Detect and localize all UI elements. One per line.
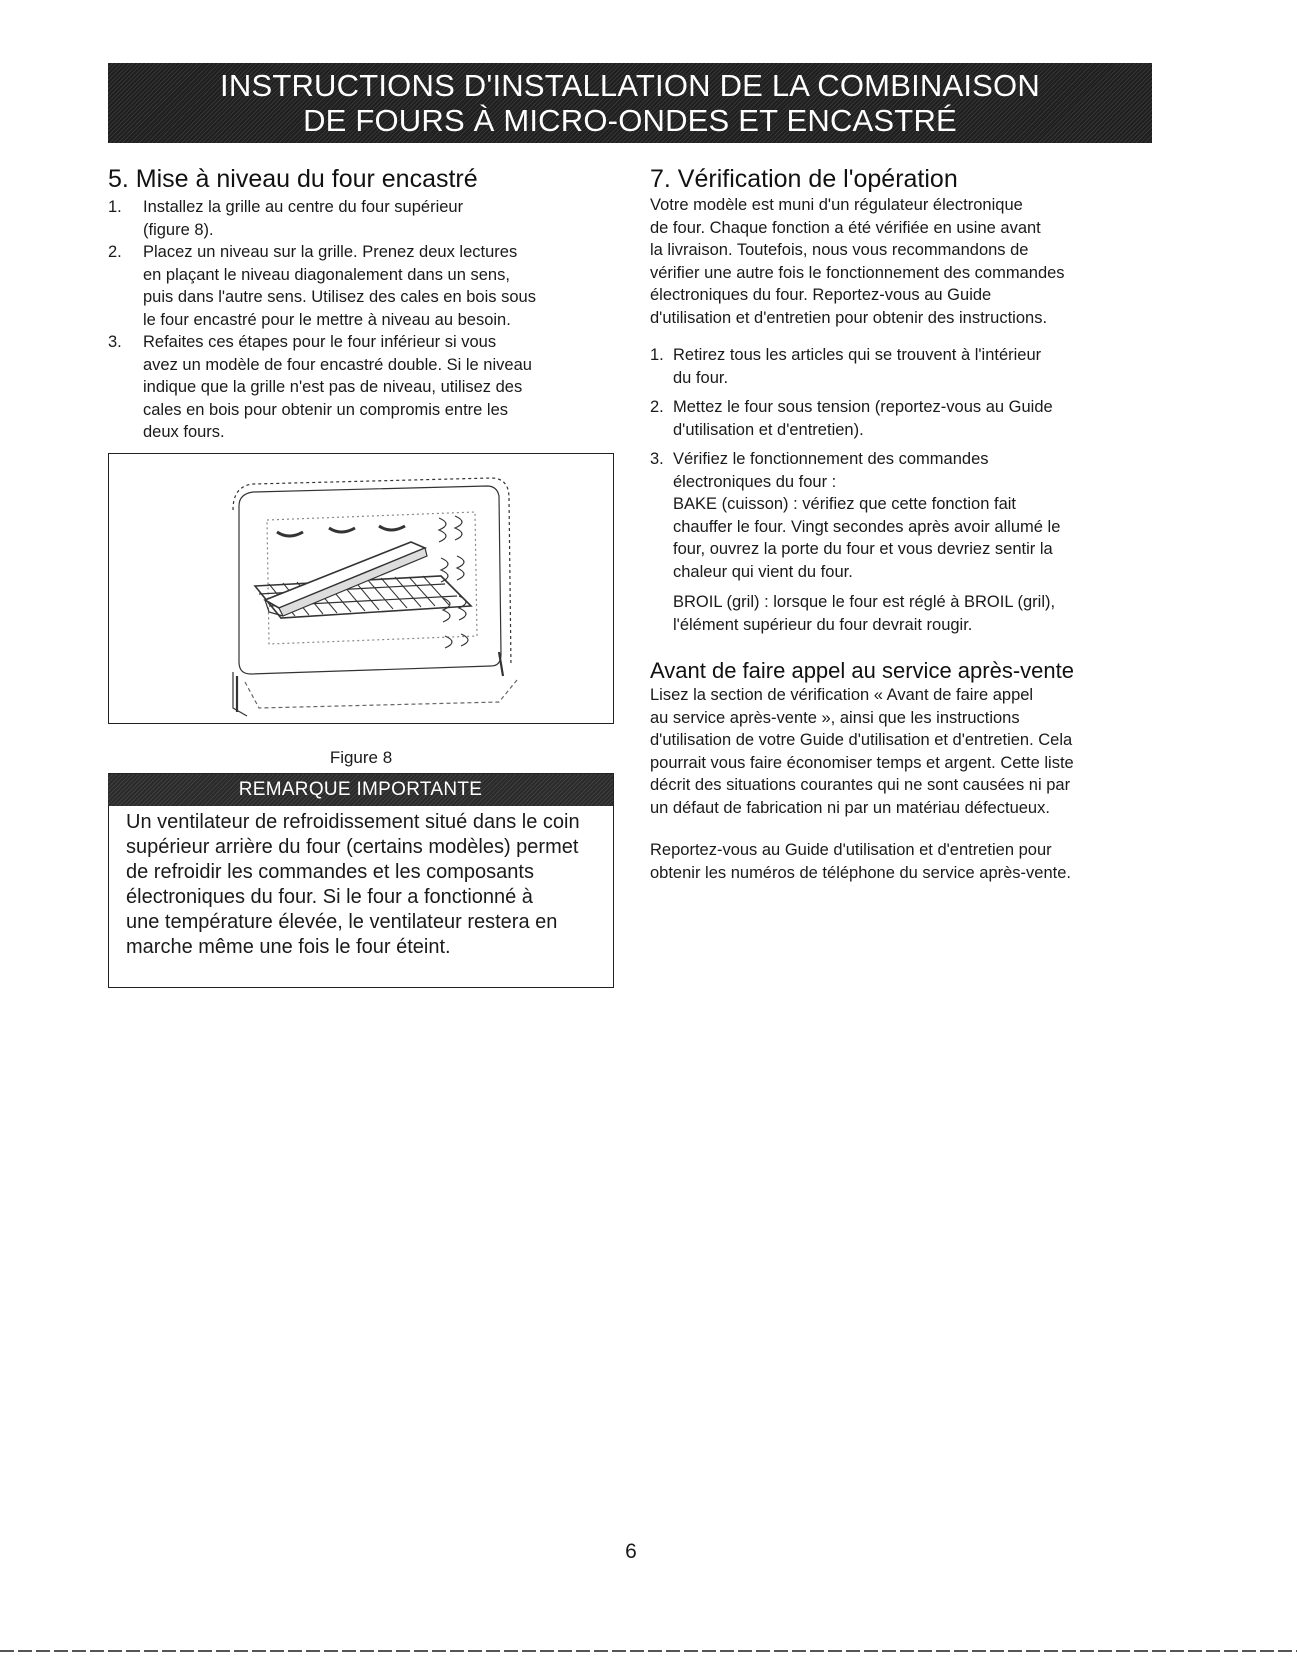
step-line: Installez la grille au centre du four supérieur — [143, 198, 464, 216]
section-7-steps — [650, 344, 1150, 636]
step-line: indique que la grille n'est pas de niveau, utilisez des — [143, 378, 523, 396]
service-heading: Avant de faire appel au service après-vente — [650, 658, 1074, 683]
note-line: supérieur arrière du four (certains modèles) permet — [126, 836, 579, 858]
intro-line: d'utilisation et d'entretien pour obtenir des instructions. — [650, 308, 1048, 327]
step-line: en plaçant le niveau diagonalement dans un sens, — [143, 265, 510, 284]
oven-rack-illustration — [229, 476, 524, 741]
service-line: un défaut de fabrication ni par un matériau défectueux. — [650, 798, 1050, 817]
footer-divider — [0, 1650, 1297, 1652]
intro-line: électroniques du four. Reportez-vous au Guide — [650, 286, 992, 304]
step-line: deux fours. — [143, 423, 225, 441]
left-column — [108, 165, 613, 444]
service-paragraph-2 — [650, 839, 1150, 884]
step-item — [650, 396, 1150, 441]
step-item — [108, 196, 613, 241]
bake-line: BAKE (cuisson) : vérifiez que cette fonction fait — [673, 495, 1016, 513]
step-item — [108, 331, 613, 444]
bake-line: chaleur qui vient du four. — [673, 562, 853, 581]
note-line: de refroidir les commandes et les composants — [126, 861, 534, 883]
service-line: Reportez-vous au Guide d'utilisation et d'entretien pour — [650, 841, 1052, 859]
broil-line: l'élément supérieur du four devrait rougir. — [673, 615, 973, 634]
step-number: 3. — [108, 333, 122, 351]
bake-check — [673, 493, 1150, 583]
broil-check — [673, 591, 1150, 636]
figure-8-box — [108, 453, 614, 767]
service-paragraph-1 — [650, 684, 1150, 819]
note-line: électroniques du four. Si le four a fonctionné à — [126, 886, 533, 908]
note-line: marche même une fois le four éteint. — [126, 936, 451, 958]
step-line: Placez un niveau sur la grille. Prenez deux lectures — [143, 243, 518, 261]
title-banner — [108, 63, 1152, 143]
step-line: Mettez le four sous tension (reportez-vous au Guide — [673, 398, 1053, 416]
step-item — [650, 448, 1150, 636]
step-line: le four encastré pour le mettre à niveau au besoin. — [143, 310, 511, 329]
intro-line: la livraison. Toutefois, nous vous recommandons de — [650, 241, 1029, 259]
step-number: 3. — [650, 450, 664, 468]
step-line: avez un modèle de four encastré double. Si le niveau — [143, 355, 532, 374]
step-line: cales en bois pour obtenir un compromis entre les — [143, 400, 509, 419]
note-body — [109, 806, 613, 960]
important-note-box — [108, 773, 614, 988]
page-number: 6 — [625, 1540, 637, 1563]
step-line: puis dans l'autre sens. Utilisez des cales en bois sous — [143, 288, 536, 306]
step-line: (figure 8). — [143, 220, 214, 239]
step-item — [650, 344, 1150, 389]
step-number: 1. — [108, 198, 122, 216]
section-5-steps — [108, 196, 613, 444]
service-line: décrit des situations courantes qui ne sont causées ni par — [650, 776, 1071, 794]
step-line: du four. — [673, 368, 729, 387]
step-number: 2. — [108, 243, 122, 261]
step-line: électroniques du four : — [673, 472, 837, 491]
section-5-heading: 5. Mise à niveau du four encastré — [108, 165, 478, 193]
right-column — [650, 165, 1150, 884]
section-7-intro — [650, 194, 1150, 329]
section-7-heading: 7. Vérification de l'opération — [650, 165, 958, 193]
banner-title-line-2: DE FOURS À MICRO-ONDES ET ENCASTRÉ — [303, 103, 957, 138]
service-line: d'utilisation de votre Guide d'utilisation et d'entretien. Cela — [650, 731, 1073, 749]
service-line: pourrait vous faire économiser temps et argent. Cette liste — [650, 753, 1074, 772]
figure-caption: Figure 8 — [329, 748, 393, 767]
note-line: une température élevée, le ventilateur restera en — [126, 911, 558, 933]
intro-line: Votre modèle est muni d'un régulateur électronique — [650, 196, 1023, 214]
step-number: 1. — [650, 346, 664, 364]
service-line: obtenir les numéros de téléphone du service après-vente. — [650, 863, 1071, 882]
intro-line: vérifier une autre fois le fonctionnement des commandes — [650, 263, 1065, 282]
step-line: Refaites ces étapes pour le four inférieur si vous — [143, 333, 497, 351]
step-item — [108, 241, 613, 331]
note-line: Un ventilateur de refroidissement situé dans le coin — [126, 811, 580, 833]
banner-title-line-1: INSTRUCTIONS D'INSTALLATION DE LA COMBINAISON — [220, 68, 1040, 103]
service-line: au service après-vente », ainsi que les instructions — [650, 708, 1020, 727]
step-line: d'utilisation et d'entretien). — [673, 420, 864, 439]
bake-line: four, ouvrez la porte du four et vous devriez sentir la — [673, 540, 1053, 558]
intro-line: de four. Chaque fonction a été vérifiée en usine avant — [650, 218, 1041, 237]
step-line: Vérifiez le fonctionnement des commandes — [673, 450, 989, 468]
note-heading: REMARQUE IMPORTANTE — [108, 774, 613, 806]
step-line: Retirez tous les articles qui se trouvent à l'intérieur — [673, 346, 1042, 364]
broil-line: BROIL (gril) : lorsque le four est réglé à BROIL (gril), — [673, 593, 1056, 611]
service-line: Lisez la section de vérification « Avant de faire appel — [650, 686, 1034, 704]
step-number: 2. — [650, 398, 664, 416]
bake-line: chauffer le four. Vingt secondes après avoir allumé le — [673, 517, 1061, 536]
